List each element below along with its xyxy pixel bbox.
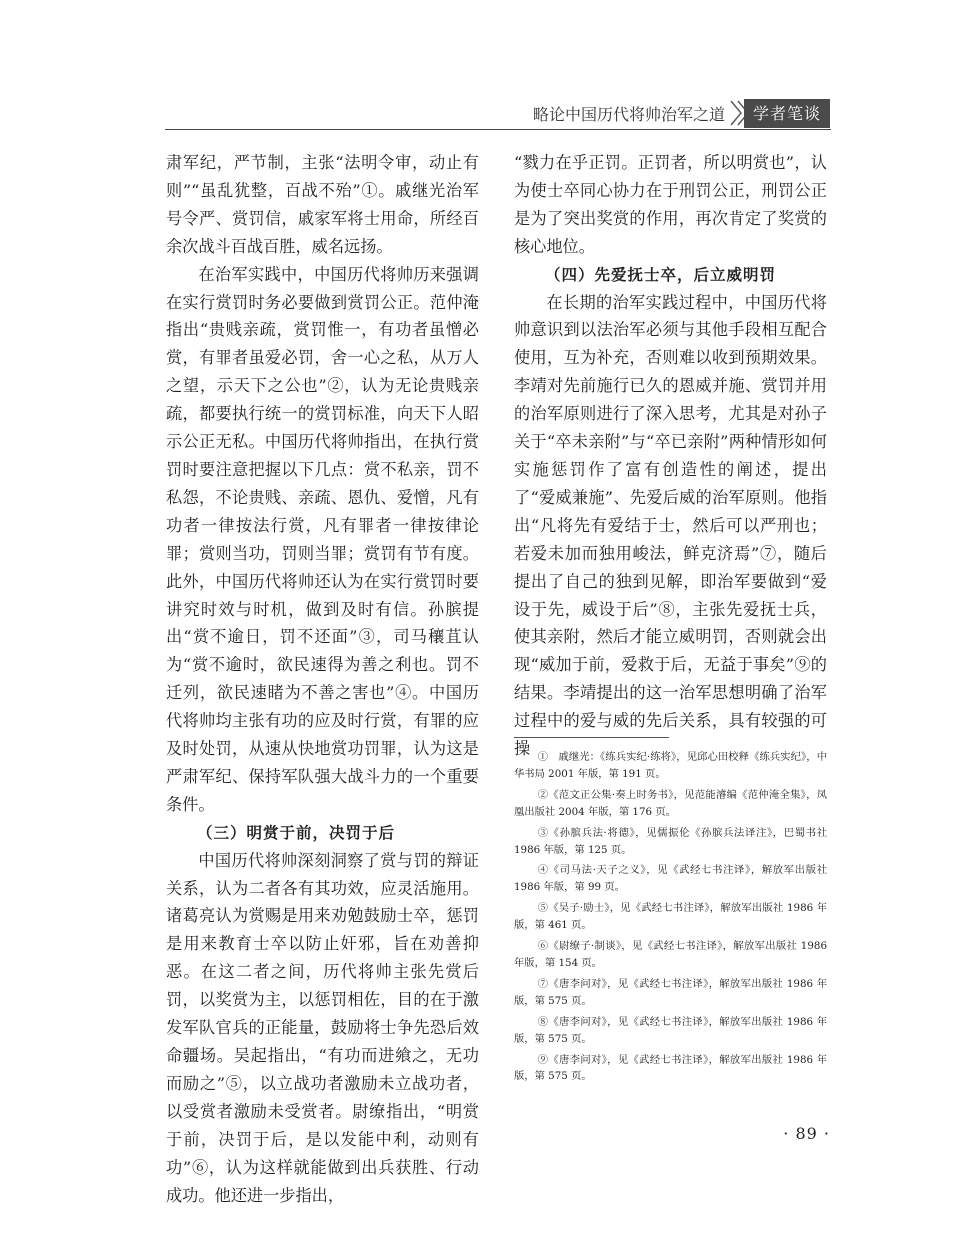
paragraph: 在长期的治军实践过程中，中国历代将帅意识到以法治军必须与其他手段相互配合使用，互为补充，否则难以收到预期效果。李靖对先前施行已久的恩威并施、赏罚并用的治军原则进行了深入思考，尤其是对孙子关于“卒未亲附”与“卒已亲附”两种情形如何实施惩罚作了富有创造性的阐述，提出了“爱威兼施”、先爱后威的治军原则。他指出“凡将先有爱结于士，然后可以严刑也；若爱未加而独用峻法，鲜克济焉”⑦，随后提出了自己的独到见解，即治军要做到“爱设于先，威设于后”⑧，主张先爱抚士兵，使其亲附，然后才能立威明罚，否则就会出现“威加于前，爱救于后，无益于事矣”⑨的结果。李靖提出的这一治军思想明确了治军过程中的爱与威的先后关系，具有较强的可操 — [514, 292, 827, 759]
section-heading: （四）先爱抚士卒，后立威明罚 — [545, 264, 777, 284]
paragraph: 肃军纪，严节制，主张“法明令审，动止有则”“虽乱犹整，百战不殆”①。戚继光治军号令严、赏罚信，戚家军将士用命，所经百余次战斗百战百胜，威名远扬。 — [166, 153, 479, 256]
paragraph: 中国历代将帅深刻洞察了赏与罚的辩证关系，认为二者各有其功效，应灵活施用。诸葛亮认为赏赐是用来劝勉鼓励士卒，惩罚是用来教育士卒以防止奸邪，旨在劝善抑恶。在这二者之间，历代将帅主张先赏后罚，以奖赏为主，以惩罚相佐，目的在于激发军队官兵的正能量，鼓励将士争先恐后效命疆场。吴起指出，“有功而进飨之，无功而励之”⑤，以立战功者激励未立战功者，以受赏者激励未受赏者。尉缭指出，“明赏于前，决罚于后，是以发能中利，动则有功”⑥，认为这样就能做到出兵获胜、行动成功。他还进一步指出， — [166, 850, 479, 1205]
footnote: ⑤《吴子·励士》，见《武经七书注译》，解放军出版社 1986 年版，第 461 页。 — [514, 902, 827, 932]
page-number: · 89 · — [783, 1124, 830, 1143]
footnote: ⑧《唐李问对》，见《武经七书注译》，解放军出版社 1986 年版，第 575 页。 — [514, 1015, 827, 1045]
footnote-divider — [514, 737, 669, 738]
footnote: ⑨《唐李问对》，见《武经七书注译》，解放军出版社 1986 年版，第 575 页。 — [514, 1053, 827, 1083]
right-column — [514, 149, 827, 763]
left-column — [166, 149, 479, 1209]
footnote: ⑦《唐李问对》，见《武经七书注译》，解放军出版社 1986 年版，第 575 页。 — [514, 977, 827, 1007]
header-divider — [165, 129, 831, 130]
footnote: ③《孙膑兵法·将德》，见儒振伦《孙膑兵法译注》，巴蜀书社 1986 年版，第 125 页。 — [514, 826, 827, 856]
footnote: ⑥《尉缭子·制谈》，见《武经七书注译》，解放军出版社 1986 年版，第 154 页。 — [514, 940, 827, 969]
running-header-title: 略论中国历代将帅治军之道 — [532, 105, 725, 124]
footnotes — [514, 749, 827, 1089]
paragraph: 在治军实践中，中国历代将帅历来强调在实行赏罚时务必要做到赏罚公正。范仲淹指出“贵贱亲疏，赏罚惟一，有功者虽憎必赏，有罪者虽爱必罚，舍一心之私，从万人之望，示天下之公也”②，认为无论贵贱亲疏，都要执行统一的赏罚标准，向天下人昭示公正无私。中国历代将帅指出，在执行赏罚时要注意把握以下几点：赏不私亲，罚不私怨，不论贵贱、亲疏、恩仇、爱憎，凡有功者一律按法行赏，凡有罪者一律按律论罪；赏则当功，罚则当罪；赏罚有节有度。此外，中国历代将帅还认为在实行赏罚时要讲究时效与时机，做到及时有信。孙膑提出“赏不逾日，罚不还面”③，司马穰苴认为“赏不逾时，欲民速得为善之利也。罚不迁列，欲民速睹为不善之害也”④。中国历代将帅均主张有功的应及时行赏，有罪的应及时处罚，从速从快地赏功罚罪，认为这是严肃军纪、保持军队强大战斗力的一个重要条件。 — [166, 264, 479, 814]
section-heading: （三）明赏于前，决罚于后 — [197, 822, 396, 842]
footnote: ②《范文正公集·奏上时务书》，见范能濬编《范仲淹全集》，凤凰出版社 2004 年版，第 176 页。 — [514, 788, 827, 818]
paragraph: “戮力在乎正罚。正罚者，所以明赏也”，认为使士卒同心协力在于刑罚公正，刑罚公正是为了突出奖赏的作用，再次肯定了奖赏的核心地位。 — [514, 153, 827, 256]
section-badge: 学者笔谈 — [744, 99, 830, 128]
footnote: ④《司马法·天子之义》，见《武经七书注译》，解放军出版社 1986 年版，第 99 页。 — [514, 864, 827, 894]
footnote: ① 戚继光：《练兵实纪·练将》，见邱心田校释《练兵实纪》，中华书局 2001 年版，第 191 页。 — [514, 751, 827, 780]
